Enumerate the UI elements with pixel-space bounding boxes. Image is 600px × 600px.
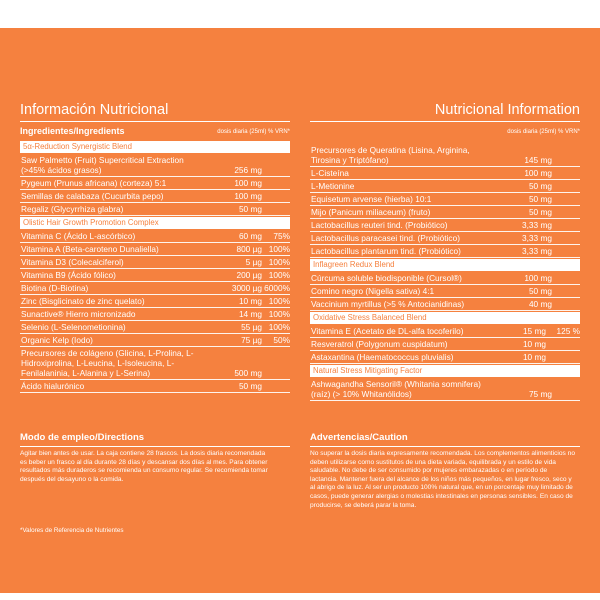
ingredient-row [310, 378, 580, 401]
ingredient-row [310, 193, 580, 206]
ingredient-name: Precursores de colágeno (Glicina, L-Prolina, L-Hidroxiprolina, L-Leucina, L-Isoleucina, L-Fenilalaninia, L-Alanina y L-Serina) [21, 348, 194, 378]
ingredient-amount: 5 µg [245, 257, 262, 267]
caution-text: No superar la dosis diaria expresamente recomendada. Los complementos alimenticios no deben utilizarse como sustitutos de una dieta variada, equilibrada y un estilo de vida saludable. No debe de ser consumido por mujeres embarazadas o en período de lactancia. Mantener fuera del alcance de los niños más pequeños, en lugar fresco, seco y al abrigo de la luz. Al ser un producto 100% natural que, en un porcentaje muy limitado de casos, puede generar alergias o molestias intestinales en personas sensibles. En caso de producirse, se deberá parar la toma. [310, 450, 575, 509]
ingredient-name: Vitamina B9 (Ácido fólico) [21, 270, 116, 280]
ingredient-amount: 75 µg [241, 335, 262, 345]
ingredient-name: Saw Palmetto (Fruit) Supercritical Extraction (>45% ácidos grasos) [21, 155, 184, 175]
ingredient-amount: 200 µg [236, 270, 262, 280]
ingredient-row [20, 347, 290, 380]
ingredient-amount: 60 mg [238, 231, 262, 241]
dose-heading-left: dosis diaria (25ml) % VRN* [217, 129, 290, 135]
ingredient-row [20, 190, 290, 203]
ingredient-name: Comino negro (Nigella sativa) 4:1 [311, 286, 435, 296]
blend-band-natural-stress: Natural Stress Mitigating Factor [310, 365, 580, 377]
blend3-rows-right [310, 378, 580, 401]
directions-heading: Modo de empleo/Directions [20, 432, 145, 443]
ingredient-name: Equisetum arvense (hierba) 10:1 [311, 194, 432, 204]
ingredient-vrn: 100% [268, 244, 290, 254]
ingredient-row [310, 144, 580, 167]
ingredient-name: Lactobacillus plantarum tind. (Probiótico) [311, 246, 461, 256]
ingredient-row [310, 206, 580, 219]
ingredient-amount: 10 mg [522, 339, 546, 349]
ingredient-name: Selenio (L-Selenometionina) [21, 322, 126, 332]
directions-text: Agitar bien antes de usar. La caja contiene 28 frascos. La dosis diaria recomendada es beber un frasco al día durante 28 días y descansar dos días al mes. Para obtener resultados más duraderos se recomienda un consumo regular. Se recomienda tomar después del desayuno o la comida. [20, 450, 268, 483]
blend-band-inflagreen: Inflagreen Redux Blend [310, 259, 580, 271]
blend2-rows-right [310, 325, 580, 364]
ingredient-row [310, 351, 580, 364]
blend1-rows [20, 154, 290, 216]
ingredient-name: Pygeum (Prunus africana) (corteza) 5:1 [21, 178, 167, 188]
ingredient-row [310, 285, 580, 298]
ingredient-amount: 3,33 mg [522, 233, 552, 243]
ingredient-amount: 15 mg [522, 326, 546, 336]
blend2-rows [20, 230, 290, 393]
ingredient-name: Ácido hialurónico [21, 381, 85, 391]
ingredient-amount: 800 µg [236, 244, 262, 254]
ingredient-amount: 40 mg [528, 299, 552, 309]
ingredient-amount: 100 mg [524, 168, 552, 178]
ingredient-vrn: 100% [268, 257, 290, 267]
right-table-header [310, 126, 580, 144]
ingredient-name: Regaliz (Glycyrrhiza glabra) [21, 204, 124, 214]
ingredient-row [20, 154, 290, 177]
ingredient-name: Resveratrol (Polygonum cuspidatum) [311, 339, 448, 349]
ingredient-amount: 256 mg [234, 165, 262, 175]
title-spanish: Información Nutricional [20, 102, 169, 118]
ingredient-row [20, 295, 290, 308]
ingredient-vrn: 125 % [556, 326, 580, 336]
ingredient-name: Biotina (D-Biotina) [21, 283, 89, 293]
ingredient-amount: 50 mg [238, 204, 262, 214]
ingredient-amount: 100 mg [524, 273, 552, 283]
ingredient-vrn: 6000% [264, 283, 290, 293]
ingredient-name: Vitamina C (Ácido L-ascórbico) [21, 231, 136, 241]
ingredient-row [310, 180, 580, 193]
ingredient-amount: 50 mg [238, 381, 262, 391]
ingredient-row [20, 203, 290, 216]
ingredient-amount: 14 mg [238, 309, 262, 319]
left-table-header [20, 126, 290, 140]
blend1-rows-right [310, 272, 580, 311]
ingredient-row [20, 380, 290, 393]
blend-band-oxidative-stress: Oxidative Stress Balanced Blend [310, 312, 580, 324]
ingredient-amount: 55 µg [241, 322, 262, 332]
ingredient-row [20, 334, 290, 347]
ingredient-amount: 145 mg [524, 155, 552, 165]
ingredient-vrn: 100% [268, 270, 290, 280]
ingredient-name: L-Cisteína [311, 168, 349, 178]
footnote-vrn: *Valores de Referencia de Nutrientes [20, 527, 124, 534]
ingredient-amount: 500 mg [234, 368, 262, 378]
ingredient-name: Lactobacillus reuteri tind. (Probiótico) [311, 220, 448, 230]
ingredient-name: Ashwagandha Sensoril® (Whitania somnifera) (raíz) (> 10% Whitanólidos) [311, 379, 481, 399]
ingredient-row [20, 177, 290, 190]
ingredient-amount: 100 mg [234, 178, 262, 188]
ingredient-name: Cúrcuma soluble biodisponible (Cursol®) [311, 273, 462, 283]
ingredient-row [20, 282, 290, 295]
ingredient-amount: 3000 µg [231, 283, 262, 293]
ingredient-amount: 50 mg [528, 207, 552, 217]
ingredient-name: Vaccinium myrtillus (>5 % Antocianidinas) [311, 299, 465, 309]
ingredient-name: Zinc (Bisglicinato de zinc quelato) [21, 296, 145, 306]
caution-divider [310, 446, 580, 447]
ingredient-vrn: 100% [268, 322, 290, 332]
ingredient-name: Vitamina A (Beta-caroteno Dunaliella) [21, 244, 159, 254]
ingredient-name: Astaxantina (Haematococcus pluvialis) [311, 352, 454, 362]
ingredient-row [20, 256, 290, 269]
ingredient-vrn: 50% [273, 335, 290, 345]
title-divider-right [310, 121, 580, 122]
ingredient-name: L-Metionine [311, 181, 355, 191]
ingredient-name: Mijo (Panicum miliaceum) (fruto) [311, 207, 431, 217]
ingredient-name: Sunactive® Hierro micronizado [21, 309, 136, 319]
ingredient-name: Organic Kelp (Iodo) [21, 335, 93, 345]
ingredient-vrn: 100% [268, 296, 290, 306]
ingredient-row [310, 245, 580, 258]
blend0-rows [310, 144, 580, 258]
right-ingredients-column [310, 126, 580, 401]
ingredient-name: Lactobacillus paracasei tind. (Probiótico) [311, 233, 460, 243]
ingredient-name: Semillas de calabaza (Cucurbita pepo) [21, 191, 164, 201]
blend-band-hair-growth: Olistic Hair Growth Promotion Complex [20, 217, 290, 229]
ingredient-row [20, 321, 290, 334]
title-divider-left [20, 121, 290, 122]
ingredient-row [20, 230, 290, 243]
ingredient-row [310, 325, 580, 338]
ingredients-heading: Ingredientes/Ingredients [20, 126, 125, 136]
title-english: Nutricional Information [434, 102, 580, 118]
caution-heading: Advertencias/Caution [310, 432, 408, 443]
ingredient-amount: 100 mg [234, 191, 262, 201]
ingredient-amount: 75 mg [528, 389, 552, 399]
ingredient-row [310, 338, 580, 351]
ingredient-name: Vitamina E (Acetato de DL-alfa tocoferilo) [311, 326, 464, 336]
ingredient-amount: 50 mg [528, 194, 552, 204]
ingredient-amount: 3,33 mg [522, 246, 552, 256]
ingredient-amount: 3,33 mg [522, 220, 552, 230]
ingredient-row [20, 243, 290, 256]
ingredient-amount: 50 mg [528, 181, 552, 191]
ingredient-row [310, 167, 580, 180]
ingredient-amount: 10 mg [238, 296, 262, 306]
ingredient-amount: 10 mg [522, 352, 546, 362]
ingredient-row [310, 219, 580, 232]
ingredient-row [310, 232, 580, 245]
ingredient-row [20, 308, 290, 321]
directions-divider [20, 446, 290, 447]
ingredient-amount: 50 mg [528, 286, 552, 296]
blend-band-5a-reduction: 5α-Reduction Synergistic Blend [20, 141, 290, 153]
ingredient-vrn: 75% [273, 231, 290, 241]
left-ingredients-column [20, 126, 290, 393]
ingredient-vrn: 100% [268, 309, 290, 319]
dose-heading-right: dosis diaria (25ml) % VRN* [507, 129, 580, 135]
ingredient-name: Precursores de Queratina (Lisina, Arginina, Tirosina y Triptófano) [311, 145, 470, 165]
ingredient-row [20, 269, 290, 282]
ingredient-row [310, 298, 580, 311]
ingredient-row [310, 272, 580, 285]
ingredient-name: Vitamina D3 (Colecalciferol) [21, 257, 124, 267]
